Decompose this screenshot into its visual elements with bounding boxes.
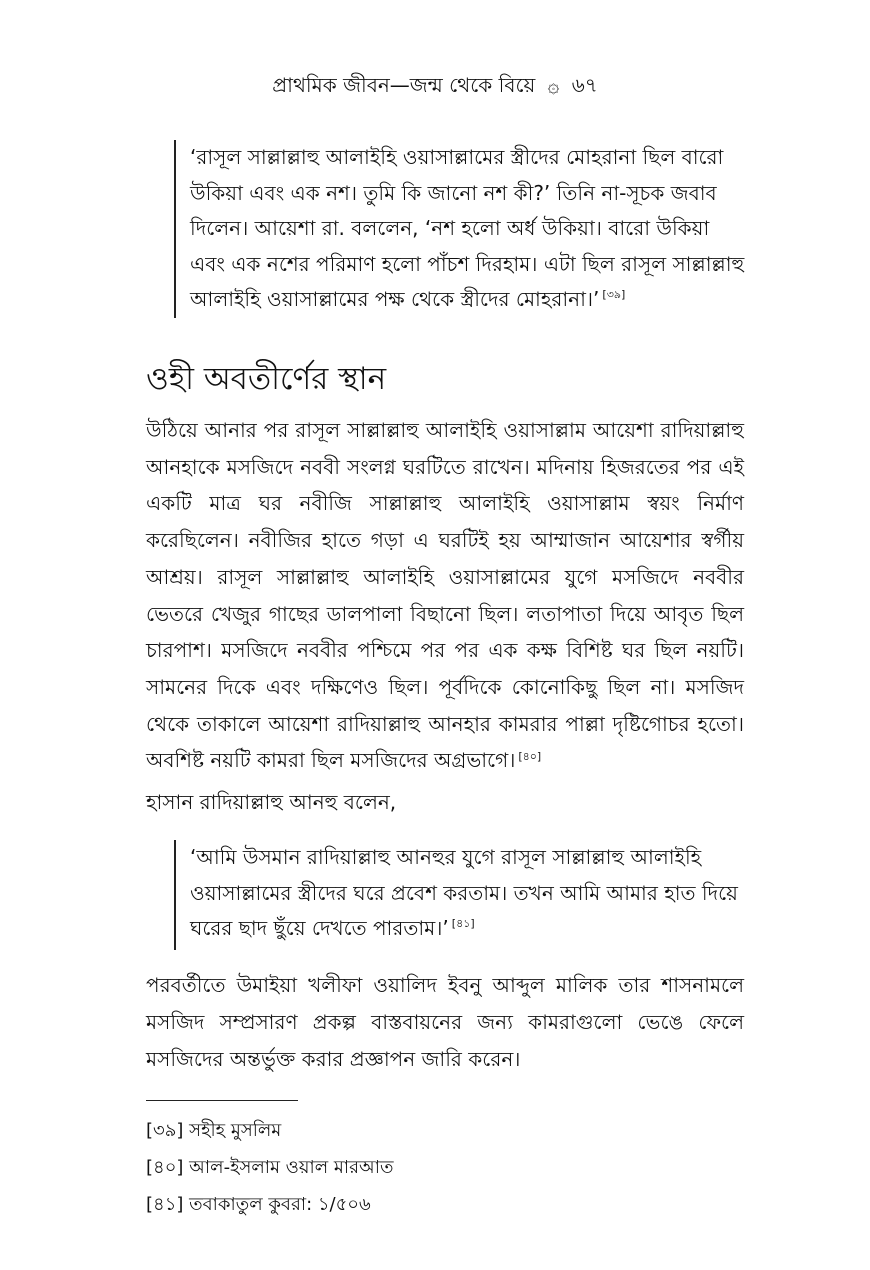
section-heading: ওহী অবতীর্ণের স্থান [146, 361, 387, 397]
page-number: ৬৭ [571, 73, 598, 97]
footnote-item [146, 1149, 746, 1186]
footnotes-list [146, 1112, 746, 1223]
footnote-divider [146, 1100, 298, 1101]
running-header [0, 70, 870, 100]
footnote-text: সহীহ মুসলিম [189, 1120, 282, 1141]
footnote-item [146, 1112, 746, 1149]
header-title: প্রাথমিক জীবন—জন্ম থেকে বিয়ে [272, 73, 536, 97]
quote-body: ‘রাসূল সাল্লাল্লাহু আলাইহি ওয়াসাল্লামের স্ত্রীদের মোহরানা ছিল বারো উকিয়া এবং এক নশ। তুমি কি জানো নশ কী?’ তিনি না-সূচক জবাব দিলেন। আয়েশা রা. বললেন, ‘নশ হলো অর্ধ উকিয়া। বারো উকিয়া এবং এক নশের পরিমাণ হলো পাঁচশ দিরহাম। এটা ছিল রাসূল সাল্লাল্লাহু আলাইহি ওয়াসাল্লামের পক্ষ থেকে স্ত্রীদের মোহরানা।’ [190, 145, 745, 311]
footnote-marker: [৪০] [146, 1157, 184, 1178]
body-paragraph: পরবর্তীতে উমাইয়া খলীফা ওয়ালিদ ইবনু আব্দুল মালিক তার শাসনামলে মসজিদ সম্প্রসারণ প্রকল্প বাস্তবায়নের জন্য কামরাগুলো ভেঙে ফেলে মসজিদের অন্তর্ভুক্ত করার প্রজ্ঞাপন জারি করেন। [146, 973, 744, 1071]
footnote-marker: [৩৯] [146, 1120, 184, 1141]
hadith-quote-mahr [174, 140, 750, 318]
body-paragraph [146, 412, 744, 779]
quote-text [190, 840, 750, 947]
quote-text [190, 140, 750, 318]
footnote-ref-41[interactable]: [৪১] [451, 917, 475, 931]
paragraph-text: উঠিয়ে আনার পর রাসূল সাল্লাল্লাহু আলাইহি ওয়াসাল্লাম আয়েশা রাদিয়াল্লাহু আনহাকে মসজিদে নববী সংলগ্ন ঘরটিতে রাখেন। মদিনায় হিজরতের পর এই একটি মাত্র ঘর নবীজি সাল্লাল্লাহু আলাইহি ওয়াসাল্লাম স্বয়ং নির্মাণ করেছিলেন। নবীজির হাতে গড়া এ ঘরটিই হয় আম্মাজান আয়েশার স্বর্গীয় আশ্রয়। রাসূল সাল্লাল্লাহু আলাইহি ওয়াসাল্লামের যুগে মসজিদে নববীর ভেতরে খেজুর গাছের ডালপালা বিছানো ছিল। লতাপাতা দিয়ে আবৃত ছিল চারপাশ। মসজিদে নববীর পশ্চিমে পর পর এক কক্ষ বিশিষ্ট ঘর ছিল নয়টি। সামনের দিকে এবং দক্ষিণেও ছিল। পূর্বদিকে কোনোকিছু ছিল না। মসজিদ থেকে তাকালে আয়েশা রাদিয়াল্লাহু আনহার কামরার পাল্লা দৃষ্টিগোচর হতো। অবশিষ্ট নয়টি কামরা ছিল মসজিদের অগ্রভাগে। [146, 418, 744, 773]
footnote-text: আল-ইসলাম ওয়াল মারআত [189, 1157, 394, 1178]
quote-body: ‘আমি উসমান রাদিয়াল্লাহু আনহুর যুগে রাসূল সাল্লাল্লাহু আলাইহি ওয়াসাল্লামের স্ত্রীদের ঘরে প্রবেশ করতাম। তখন আমি আমার হাত দিয়ে ঘরের ছাদ ছুঁয়ে দেখতে পারতাম।’ [190, 845, 738, 940]
hadith-quote-hasan [174, 840, 750, 950]
footnote-ref-39[interactable]: [৩৯] [602, 288, 626, 302]
body-paragraph-intro: হাসান রাদিয়াল্লাহু আনহু বলেন, [146, 790, 397, 814]
footnote-ref-40[interactable]: [৪০] [518, 749, 542, 763]
footnote-marker: [৪১] [146, 1194, 184, 1215]
flower-ornament-icon: ۞ [547, 73, 560, 97]
footnote-item [146, 1186, 746, 1223]
footnote-text: তবাকাতুল কুবরা: ১/৫০৬ [189, 1194, 371, 1215]
